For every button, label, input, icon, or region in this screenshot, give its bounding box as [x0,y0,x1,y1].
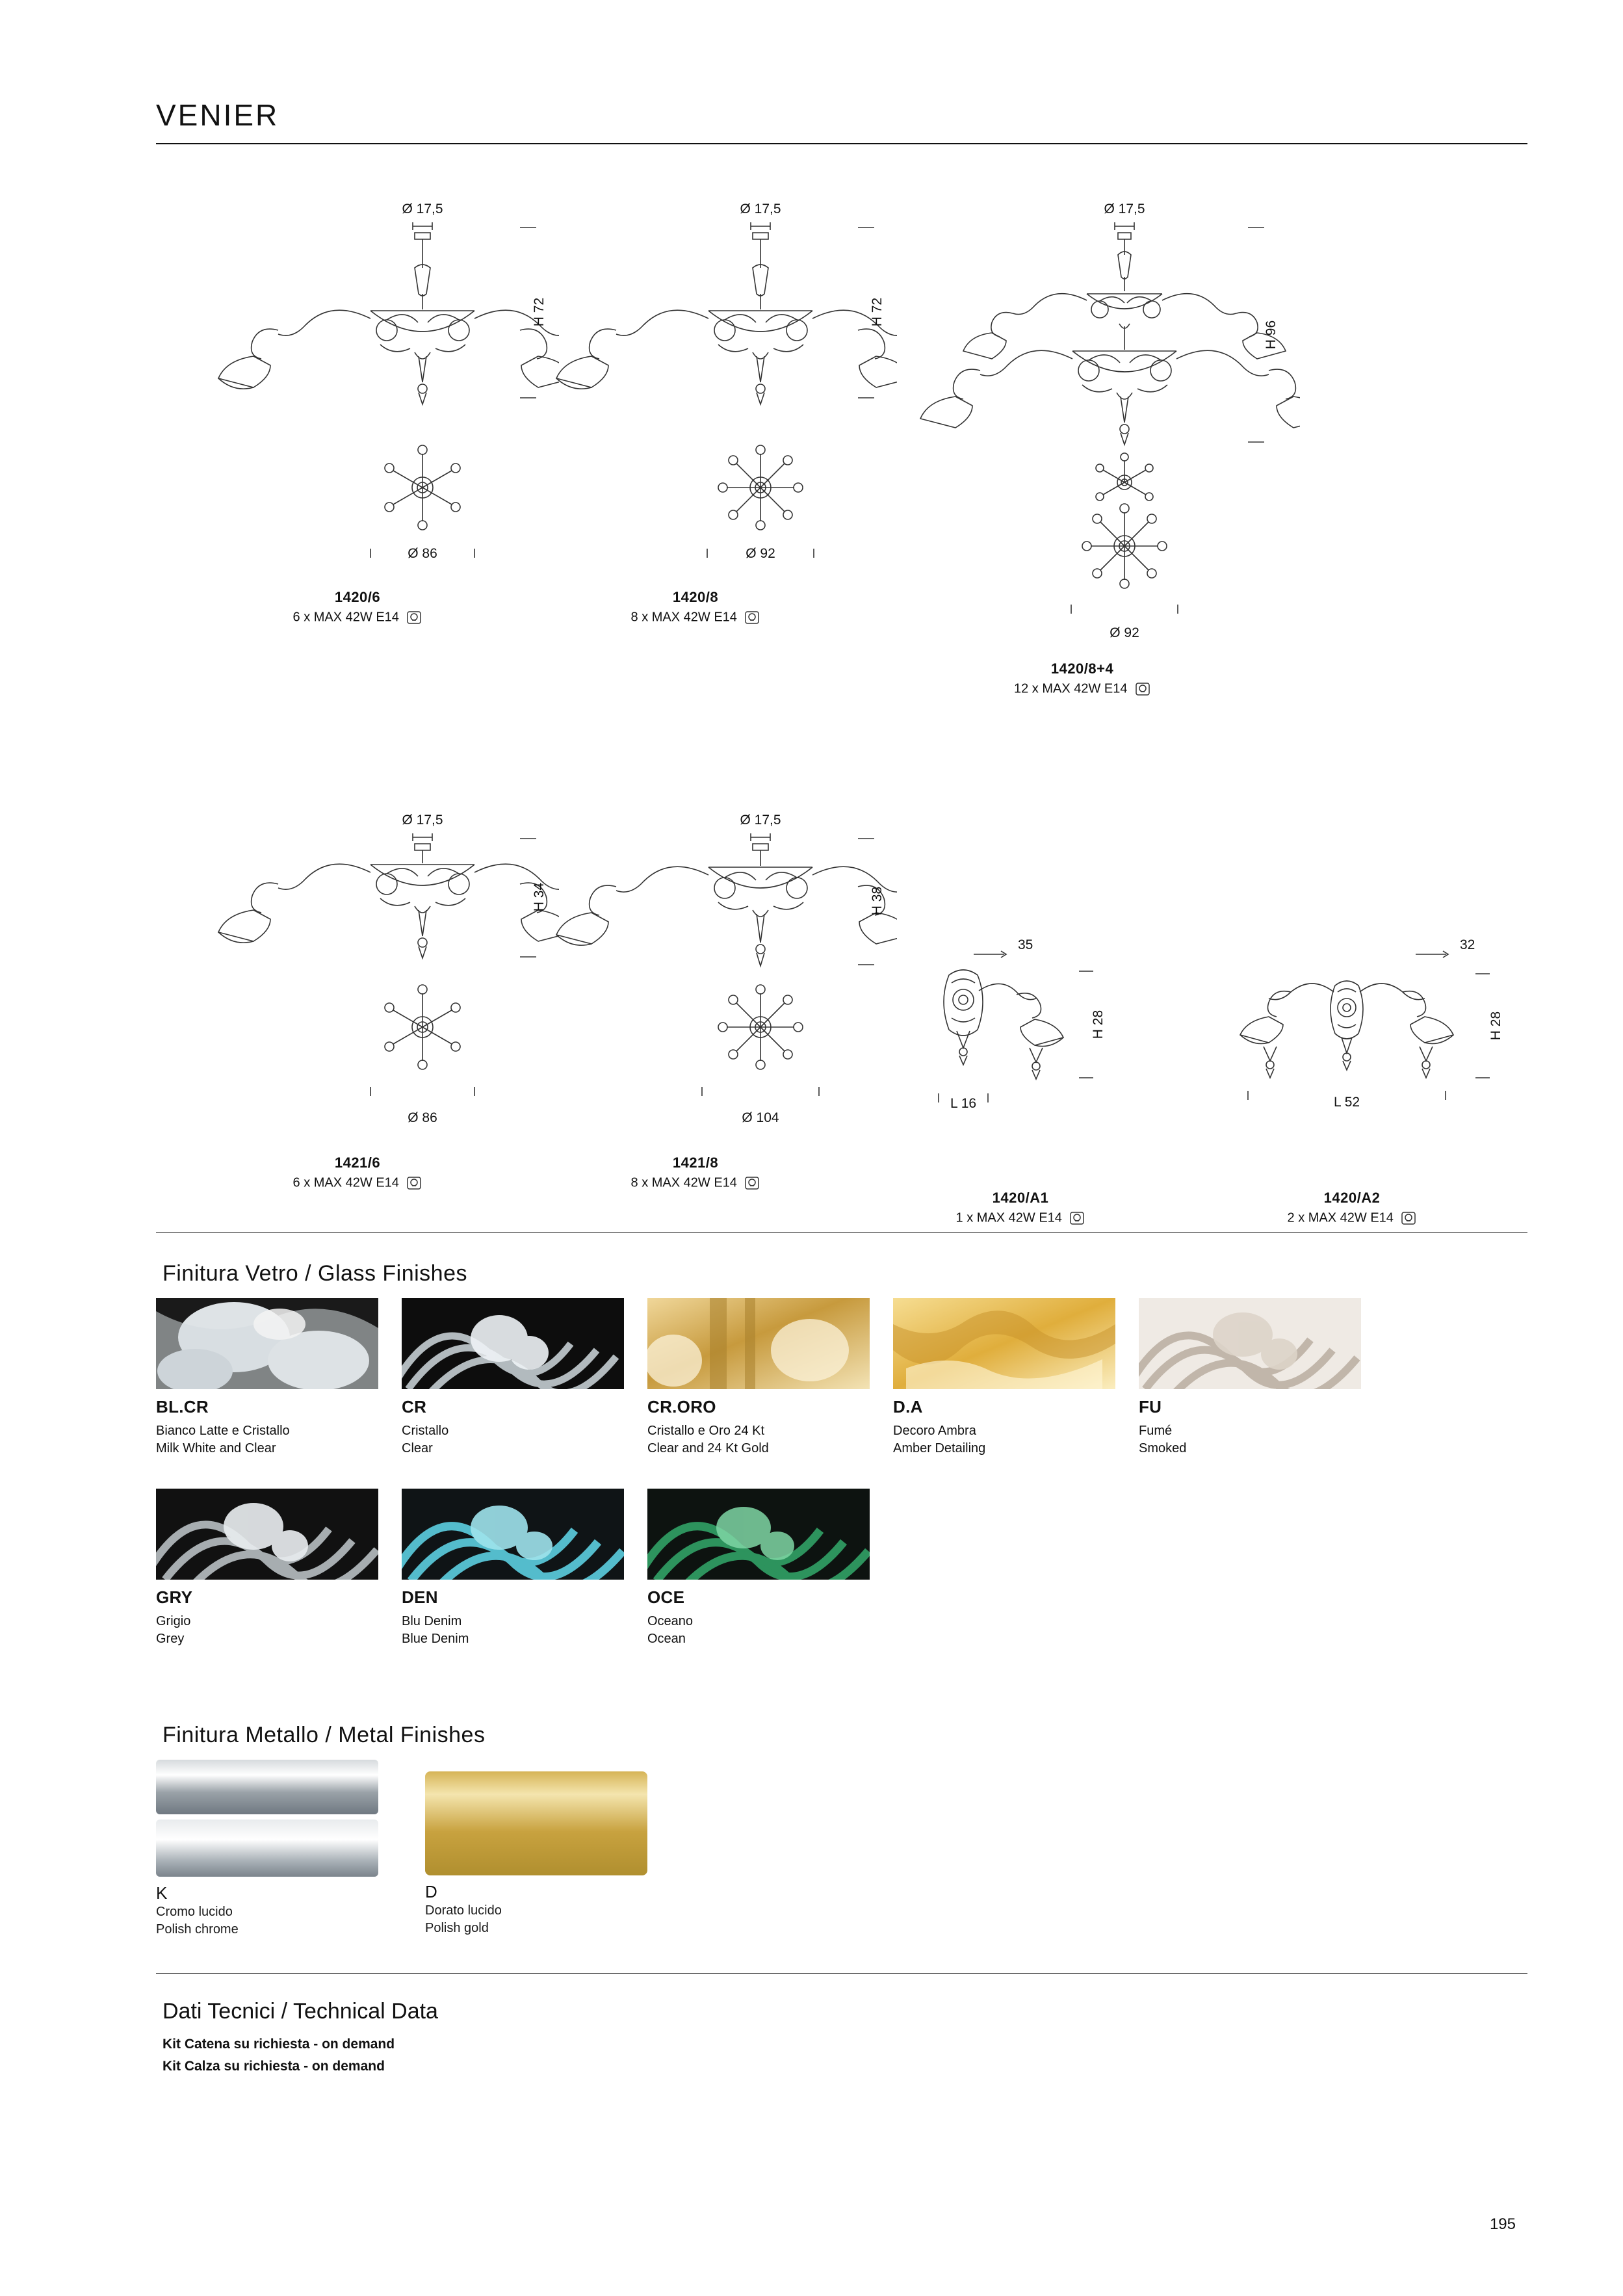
svg-text:Ø 104: Ø 104 [742,1110,779,1125]
product-spec [864,681,1300,697]
swatch-code: FU [1139,1397,1162,1416]
swatch-code: DEN [402,1587,438,1607]
swatch-it: Decoro Ambra [893,1424,976,1438]
svg-text:Ø 86: Ø 86 [408,546,437,561]
svg-text:Ø 17,5: Ø 17,5 [1104,202,1145,216]
technical-line-2: Kit Calza su richiesta - on demand [162,2058,385,2074]
swatch-image-fu [1139,1298,1361,1389]
product-spec-text: 6 x MAX 42W E14 [292,610,399,625]
swatch-oce[interactable] [647,1489,870,1648]
swatch-en: Smoked [1139,1441,1187,1455]
swatch-cr-oro[interactable] [647,1298,870,1457]
swatch-image-cr-oro [647,1298,870,1389]
metal-finishes-title: Finitura Metallo / Metal Finishes [162,1723,486,1747]
bulb-icon [1135,681,1150,697]
svg-text:Ø 17,5: Ø 17,5 [740,202,781,216]
swatch-k[interactable] [156,1760,378,1938]
product-1420-8-4 [858,182,1300,697]
svg-text:Ø 17,5: Ø 17,5 [740,813,781,828]
swatch-it: Blu Denim [402,1614,462,1628]
svg-text:H 72: H 72 [870,297,885,327]
bulb-icon [1401,1210,1416,1226]
product-code: 1420/8+4 [1050,660,1114,677]
svg-text:H 28: H 28 [1488,1011,1503,1041]
swatch-image-cr [402,1298,624,1389]
swatch-d-a[interactable] [893,1298,1115,1457]
swatch-it: Cristallo [402,1424,449,1438]
swatch-den[interactable] [402,1489,624,1648]
product-spec-text: 8 x MAX 42W E14 [630,1175,737,1190]
glass-finishes-title: Finitura Vetro / Glass Finishes [162,1261,468,1286]
bulb-icon [1069,1210,1085,1226]
glass-finishes-section [156,1261,1527,1457]
swatch-code: CR.ORO [647,1397,716,1416]
svg-text:Ø 86: Ø 86 [408,1110,437,1125]
svg-text:35: 35 [1018,937,1033,952]
swatch-fu[interactable] [1139,1298,1361,1457]
glass-swatch-row-1 [156,1298,1527,1457]
svg-text:H 96: H 96 [1264,320,1279,350]
svg-text:L 52: L 52 [1333,1095,1360,1110]
swatch-it: Oceano [647,1614,694,1628]
swatch-en: Blue Denim [402,1632,469,1646]
product-spec-text: 8 x MAX 42W E14 [630,610,737,625]
technical-data-title: Dati Tecnici / Technical Data [162,1999,438,2024]
swatch-image-k [156,1760,378,1877]
swatch-code: OCE [647,1587,685,1607]
swatch-en: Polish chrome [156,1922,239,1937]
swatch-en: Ocean [647,1632,686,1646]
product-code: 1420/A2 [1323,1190,1381,1206]
swatch-gry[interactable] [156,1489,378,1648]
product-1420-a2 [1170,923,1534,1226]
svg-text:L 16: L 16 [950,1096,977,1111]
swatch-image-d-a [893,1298,1115,1389]
svg-text:Ø 92: Ø 92 [1110,625,1139,640]
product-spec [1170,1210,1534,1226]
swatch-code: BL.CR [156,1397,209,1416]
svg-text:Ø 17,5: Ø 17,5 [402,813,443,828]
bulb-icon [406,1175,422,1191]
swatch-en: Grey [156,1632,185,1646]
product-1420-a1 [884,923,1157,1226]
swatch-en: Amber Detailing [893,1441,986,1455]
product-spec-text: 12 x MAX 42W E14 [1013,681,1128,696]
swatch-it: Cromo lucido [156,1905,233,1919]
technical-divider [156,1973,1527,1974]
page-number: 195 [1489,2215,1516,2233]
product-code: 1420/6 [334,589,381,605]
swatch-it: Fumé [1139,1424,1173,1438]
drawing-1420-8 [494,182,897,650]
product-code: 1421/8 [672,1155,719,1171]
product-spec-text: 1 x MAX 42W E14 [955,1210,1062,1225]
header-divider [156,143,1527,144]
product-1421-8 [494,793,897,1191]
swatch-en: Clear [402,1441,433,1455]
svg-text:H 34: H 34 [532,882,547,912]
product-code: 1421/6 [334,1155,381,1171]
swatch-code: CR [402,1397,427,1416]
product-spec [884,1210,1157,1226]
page-header [156,98,1527,144]
swatch-code: D [425,1882,437,1901]
metal-finishes-section [156,1723,1527,1938]
svg-text:H 28: H 28 [1091,1010,1106,1039]
swatch-code: D.A [893,1397,923,1416]
svg-text:32: 32 [1460,937,1475,952]
bulb-icon [744,610,760,625]
svg-text:H 72: H 72 [532,297,547,327]
bulb-icon [406,610,422,625]
swatch-cr[interactable] [402,1298,624,1457]
glass-swatch-row-2 [156,1489,1527,1648]
swatch-it: Bianco Latte e Cristallo [156,1424,290,1438]
swatch-en: Clear and 24 Kt Gold [647,1441,769,1455]
swatch-image-gry [156,1489,378,1580]
glass-swatch-row-2-wrap [156,1489,1527,1648]
swatch-it: Grigio [156,1614,191,1628]
swatch-it: Cristallo e Oro 24 Kt [647,1424,765,1438]
product-code: 1420/8 [672,589,719,605]
swatch-code: GRY [156,1587,193,1607]
swatch-image-bl-cr [156,1298,378,1389]
svg-text:Ø 92: Ø 92 [746,546,775,561]
metal-swatch-row [156,1760,1527,1938]
drawing-1420-a2 [1170,923,1534,1183]
swatch-code: K [156,1883,168,1903]
finishes-divider [156,1232,1527,1233]
swatch-en: Milk White and Clear [156,1441,276,1455]
swatch-d[interactable] [425,1760,647,1937]
drawing-1420-a1 [884,923,1157,1183]
swatch-bl-cr[interactable] [156,1298,378,1457]
technical-data-section [156,1999,1527,2077]
product-spec [494,1175,897,1191]
page-title: VENIER [156,98,279,132]
swatch-image-oce [647,1489,870,1580]
swatch-image-d [425,1771,647,1875]
svg-text:H 38: H 38 [870,886,885,916]
svg-text:Ø 17,5: Ø 17,5 [402,202,443,216]
product-spec-text: 6 x MAX 42W E14 [292,1175,399,1190]
bulb-icon [744,1175,760,1191]
product-spec [494,610,897,625]
product-spec-text: 2 x MAX 42W E14 [1287,1210,1394,1225]
swatch-image-den [402,1489,624,1580]
product-code: 1420/A1 [992,1190,1049,1206]
drawing-1421-8 [494,793,897,1183]
product-1420-8 [494,182,897,625]
technical-line-1: Kit Catena su richiesta - on demand [162,2037,395,2052]
swatch-it: Dorato lucido [425,1903,502,1918]
swatch-en: Polish gold [425,1921,489,1935]
